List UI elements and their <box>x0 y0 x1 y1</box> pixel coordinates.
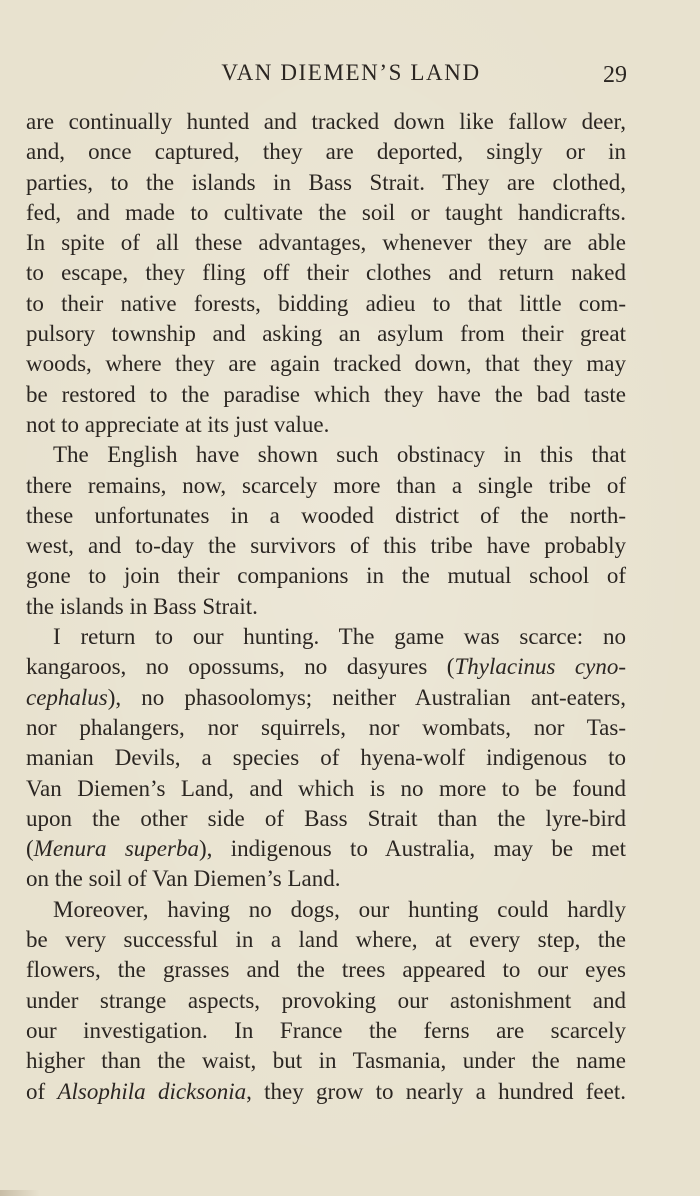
text-line <box>26 652 626 682</box>
text-line <box>26 1077 626 1107</box>
text-line: higher than the waist, but in Tasmania, under the name <box>26 1048 626 1074</box>
text-line: manian Devils, a species of hyena-wolf indigenous to <box>26 745 626 771</box>
text-line: gone to join their companions in the mutual school of <box>26 563 626 589</box>
body-text <box>26 107 626 1107</box>
running-title: VAN DIEMEN’S LAND <box>221 60 481 85</box>
species-name-italic: Thylacinus cyno- <box>454 654 627 680</box>
page-number: 29 <box>603 62 627 88</box>
text-line: pulsory township and asking an asylum from their great <box>26 321 626 347</box>
species-name-italic: Menura superba <box>33 836 199 862</box>
text-line: I return to our hunting. The game was scarce: no <box>53 624 626 650</box>
text-line: Moreover, having no dogs, our hunting could hardly <box>53 896 626 922</box>
text-line: are continually hunted and tracked down like fallow deer, <box>26 109 626 134</box>
text-line: these unfortunates in a wooded district of the north- <box>26 502 626 528</box>
text-line: there remains, now, scarcely more than a single tribe of <box>26 472 626 498</box>
text-line: to their native forests, bidding adieu to that little com- <box>26 290 626 316</box>
text-line: west, and to-day the survivors of this tribe have probably <box>26 533 626 559</box>
text-run: ), indigenous to Australia, may be met <box>198 836 626 862</box>
text-line: flowers, the grasses and the trees appeared to our eyes <box>26 957 626 983</box>
text-line: In spite of all these advantages, whenever they are able <box>26 230 626 256</box>
text-line: woods, where they are again tracked down, that they may <box>26 351 626 377</box>
text-line: be very successful in a land where, at every step, the <box>26 927 626 953</box>
species-name-italic: cephalus <box>26 684 108 710</box>
species-name-italic: Alsophila dicksonia <box>57 1078 247 1104</box>
text-line <box>26 683 626 713</box>
text-run: , they grow to nearly a hundred feet. <box>246 1078 626 1104</box>
text-line: Van Diemen’s Land, and which is no more to be found <box>26 775 626 801</box>
text-run: ( <box>26 836 34 862</box>
paragraph-2 <box>26 440 626 622</box>
text-line: on the soil of Van Diemen’s Land. <box>26 866 341 892</box>
text-line: our investigation. In France the ferns are scarcely <box>26 1017 626 1043</box>
text-run: of <box>26 1078 58 1104</box>
paragraph-1 <box>26 107 626 440</box>
text-line: be restored to the paradise which they have the bad taste <box>26 381 626 407</box>
text-line: fed, and made to cultivate the soil or taught handicrafts. <box>26 199 626 225</box>
paragraph-3 <box>26 622 626 895</box>
text-line: under strange aspects, provoking our astonishment and <box>26 987 626 1013</box>
text-line: the islands in Bass Strait. <box>26 593 258 619</box>
text-line: upon the other side of Bass Strait than the lyre-bird <box>26 805 626 831</box>
text-line: The English have shown such obstinacy in this that <box>53 442 626 468</box>
paragraph-4 <box>26 895 626 1107</box>
page-edge-mark <box>0 1190 40 1196</box>
text-line: and, once captured, they are deported, singly or in <box>26 139 626 165</box>
text-line: parties, to the islands in Bass Strait. They are clothed, <box>26 169 626 195</box>
text-line: to escape, they fling off their clothes and return naked <box>26 260 626 286</box>
text-run: kangaroos, no opossums, no dasyures ( <box>26 654 455 680</box>
text-line: nor phalangers, nor squirrels, nor wombats, nor Tas- <box>26 714 626 740</box>
text-run: ), no phasoolomys; neither Australian ant-eaters, <box>107 684 626 710</box>
text-line: not to appreciate at its just value. <box>26 411 330 437</box>
running-head <box>26 58 626 92</box>
text-line <box>26 834 626 864</box>
